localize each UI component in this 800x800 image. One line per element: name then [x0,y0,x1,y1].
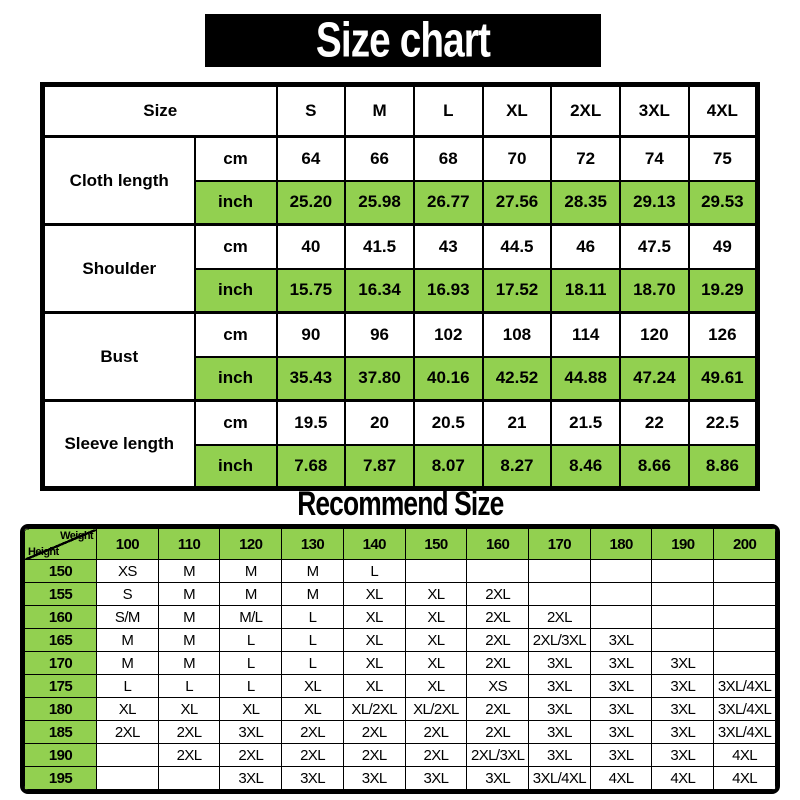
recommend-size-cell [590,583,652,606]
recommend-size-cell: XL [343,652,405,675]
recommend-size-cell: M [220,560,282,583]
recommend-size-cell: 3XL [652,652,714,675]
recommend-size-cell: 3XL/4XL [529,767,591,790]
recommend-size-cell: XL [343,629,405,652]
recommend-size-cell [97,767,159,790]
recommend-size-cell: 3XL [343,767,405,790]
recommend-size-cell: XL [405,629,467,652]
unit-inch-cell: inch [195,181,277,225]
recommend-size-cell [529,560,591,583]
recommend-size-cell: 2XL [467,583,529,606]
recommend-size-cell: M [158,652,220,675]
recommend-size-cell [714,606,776,629]
recommend-size-cell: XL [405,583,467,606]
inch-value-cell: 28.35 [551,181,620,225]
recommend-size-cell: M [158,606,220,629]
size-measurements-table [40,82,760,491]
cm-value-cell: 74 [620,137,689,181]
inch-value-cell: 8.86 [689,445,758,489]
inch-value-cell: 8.66 [620,445,689,489]
recommend-row [25,583,776,606]
inch-value-cell: 16.93 [414,269,483,313]
measure-label-cell: Shoulder [43,225,195,313]
recommend-size-cell: 3XL [652,698,714,721]
inch-value-cell: 16.34 [345,269,414,313]
height-label-cell: 170 [25,652,97,675]
recommend-size-cell: XL [343,606,405,629]
inch-value-cell: 37.80 [345,357,414,401]
recommend-size-cell: 3XL [467,767,529,790]
recommend-size-cell: 3XL [282,767,344,790]
recommend-size-cell: XL [405,675,467,698]
weight-header-cell: 130 [282,529,344,560]
recommend-size-cell: XL [97,698,159,721]
size-table-body [43,85,758,489]
recommend-size-cell: 2XL/3XL [467,744,529,767]
cm-value-cell: 102 [414,313,483,357]
cm-value-cell: 108 [483,313,552,357]
recommend-size-cell: 4XL [714,767,776,790]
recommend-size-cell: 3XL [529,675,591,698]
inch-value-cell: 19.29 [689,269,758,313]
recommend-size-cell: L [282,652,344,675]
recommend-row [25,721,776,744]
recommend-size-cell: 3XL [590,675,652,698]
size-chart-banner [205,14,601,67]
recommend-size-cell: L [282,629,344,652]
recommend-size-cell: 2XL [467,652,529,675]
recommend-size-cell: M [158,629,220,652]
recommend-size-cell: M [97,629,159,652]
cm-value-cell: 20.5 [414,401,483,445]
recommend-size-cell: 3XL [529,721,591,744]
recommend-size-cell: 3XL [652,744,714,767]
recommend-size-cell: 2XL [467,721,529,744]
unit-cm-cell: cm [195,225,277,269]
recommend-size-cell [467,560,529,583]
recommend-size-cell: 2XL [529,606,591,629]
cm-value-cell: 19.5 [277,401,346,445]
cm-value-cell: 75 [689,137,758,181]
inch-value-cell: 47.24 [620,357,689,401]
recommend-size-cell: XL [405,606,467,629]
inch-value-cell: 27.56 [483,181,552,225]
inch-value-cell: 15.75 [277,269,346,313]
cm-value-cell: 20 [345,401,414,445]
recommend-size-cell: 3XL [590,744,652,767]
unit-inch-cell: inch [195,269,277,313]
recommend-size-cell: 2XL [467,606,529,629]
recommend-size-cell: L [220,675,282,698]
recommend-size-cell [652,583,714,606]
weight-header-cell: 200 [714,529,776,560]
recommend-size-cell: 3XL [652,721,714,744]
recommend-size-cell: XL/2XL [405,698,467,721]
recommend-table-body [25,529,776,790]
recommend-row [25,675,776,698]
recommend-size-cell: L [282,606,344,629]
weight-height-corner-cell [25,529,97,560]
cm-value-cell: 68 [414,137,483,181]
recommend-size-cell: 3XL/4XL [714,675,776,698]
recommend-size-cell [652,606,714,629]
recommend-size-cell: XL [220,698,282,721]
recommend-size-cell [714,629,776,652]
cm-value-cell: 22.5 [689,401,758,445]
recommend-size-cell: XL [282,675,344,698]
recommend-size-cell: 3XL [529,652,591,675]
unit-inch-cell: inch [195,357,277,401]
recommend-size-cell: 2XL [282,744,344,767]
weight-header-cell: 140 [343,529,405,560]
corner-height-label: Height [28,546,59,558]
inch-value-cell: 35.43 [277,357,346,401]
height-label-cell: 160 [25,606,97,629]
recommend-size-cell: M [282,583,344,606]
recommend-row [25,698,776,721]
recommend-size-cell: 3XL [590,698,652,721]
recommend-size-cell [714,652,776,675]
recommend-size-cell: 3XL [405,767,467,790]
cm-value-cell: 22 [620,401,689,445]
weight-header-cell: 160 [467,529,529,560]
unit-cm-cell: cm [195,401,277,445]
inch-value-cell: 18.70 [620,269,689,313]
size-column-header: 3XL [620,85,689,137]
height-label-cell: 190 [25,744,97,767]
weight-header-cell: 180 [590,529,652,560]
recommend-size-cell [590,606,652,629]
size-column-header: XL [483,85,552,137]
inch-value-cell: 8.46 [551,445,620,489]
recommend-size-cell: 3XL [590,721,652,744]
recommend-size-cell: L [158,675,220,698]
recommend-size-heading: Recommend Size [296,484,504,523]
inch-value-cell: 44.88 [551,357,620,401]
cm-value-cell: 64 [277,137,346,181]
recommend-size-cell: 2XL [405,744,467,767]
measure-cm-row [43,401,758,445]
recommend-size-cell: S [97,583,159,606]
size-column-header: L [414,85,483,137]
recommend-size-cell: 3XL [590,629,652,652]
recommend-size-cell: M [282,560,344,583]
inch-value-cell: 8.27 [483,445,552,489]
weight-header-cell: 120 [220,529,282,560]
recommend-size-cell: L [97,675,159,698]
weight-header-cell: 100 [97,529,159,560]
recommend-size-cell: XL [343,675,405,698]
height-label-cell: 180 [25,698,97,721]
recommend-size-cell: 2XL [405,721,467,744]
recommend-size-cell: 4XL [590,767,652,790]
recommend-size-cell: 2XL [467,698,529,721]
size-column-header: 4XL [689,85,758,137]
recommend-size-cell: 3XL [220,721,282,744]
recommend-size-cell [652,560,714,583]
inch-value-cell: 29.53 [689,181,758,225]
recommend-size-cell: 3XL [590,652,652,675]
recommend-row [25,560,776,583]
recommend-size-cell: XL [282,698,344,721]
recommend-row [25,652,776,675]
recommend-size-cell: 2XL [220,744,282,767]
size-column-header: 2XL [551,85,620,137]
recommend-size-cell: 4XL [652,767,714,790]
cm-value-cell: 70 [483,137,552,181]
measure-label-cell: Cloth length [43,137,195,225]
height-label-cell: 185 [25,721,97,744]
recommend-size-cell: XL/2XL [343,698,405,721]
recommend-size-cell [529,583,591,606]
cm-value-cell: 21.5 [551,401,620,445]
recommend-size-cell: M [220,583,282,606]
recommend-size-cell [97,744,159,767]
unit-inch-cell: inch [195,445,277,489]
recommend-size-cell [405,560,467,583]
recommend-size-cell: M [97,652,159,675]
recommend-row [25,744,776,767]
recommend-size-cell: 3XL/4XL [714,721,776,744]
recommend-size-cell: 3XL [529,744,591,767]
weight-header-cell: 190 [652,529,714,560]
cm-value-cell: 126 [689,313,758,357]
recommend-size-cell: 2XL [343,744,405,767]
inch-value-cell: 7.68 [277,445,346,489]
recommend-size-cell: 2XL [158,721,220,744]
recommend-size-heading-wrap [0,484,800,523]
recommend-size-cell: 3XL [652,675,714,698]
recommend-size-cell: 3XL [529,698,591,721]
cm-value-cell: 90 [277,313,346,357]
height-label-cell: 165 [25,629,97,652]
unit-cm-cell: cm [195,137,277,181]
inch-value-cell: 29.13 [620,181,689,225]
recommend-size-cell [158,767,220,790]
recommend-size-cell: L [220,652,282,675]
cm-value-cell: 21 [483,401,552,445]
recommend-size-cell: XL [343,583,405,606]
inch-value-cell: 8.07 [414,445,483,489]
recommend-size-table-frame [20,524,780,794]
recommend-size-cell: M [158,560,220,583]
recommend-size-cell: 2XL/3XL [529,629,591,652]
height-label-cell: 175 [25,675,97,698]
cm-value-cell: 44.5 [483,225,552,269]
inch-value-cell: 7.87 [345,445,414,489]
inch-value-cell: 42.52 [483,357,552,401]
corner-weight-label: Weight [60,530,93,542]
recommend-size-cell: 3XL [220,767,282,790]
size-header-row [43,85,758,137]
recommend-size-cell [714,560,776,583]
recommend-row [25,629,776,652]
recommend-size-cell: 2XL [158,744,220,767]
inch-value-cell: 25.98 [345,181,414,225]
inch-value-cell: 49.61 [689,357,758,401]
recommend-size-cell: S/M [97,606,159,629]
size-column-header: M [345,85,414,137]
height-label-cell: 195 [25,767,97,790]
measure-cm-row [43,313,758,357]
cm-value-cell: 47.5 [620,225,689,269]
size-chart-title: Size chart [315,12,491,68]
weight-header-cell: 150 [405,529,467,560]
measure-cm-row [43,137,758,181]
recommend-row [25,767,776,790]
recommend-size-cell: L [220,629,282,652]
recommend-size-cell: 2XL [282,721,344,744]
cm-value-cell: 66 [345,137,414,181]
cm-value-cell: 41.5 [345,225,414,269]
recommend-size-cell [652,629,714,652]
unit-cm-cell: cm [195,313,277,357]
cm-value-cell: 72 [551,137,620,181]
recommend-size-cell: L [343,560,405,583]
recommend-size-table [24,528,776,790]
recommend-size-cell: 2XL [97,721,159,744]
inch-value-cell: 40.16 [414,357,483,401]
inch-value-cell: 17.52 [483,269,552,313]
recommend-size-cell: XL [405,652,467,675]
cm-value-cell: 96 [345,313,414,357]
cm-value-cell: 43 [414,225,483,269]
recommend-row [25,606,776,629]
recommend-size-cell: 2XL [467,629,529,652]
weight-header-cell: 110 [158,529,220,560]
recommend-size-cell: 3XL/4XL [714,698,776,721]
inch-value-cell: 18.11 [551,269,620,313]
recommend-size-cell: M/L [220,606,282,629]
inch-value-cell: 26.77 [414,181,483,225]
measure-label-cell: Bust [43,313,195,401]
recommend-size-cell: XL [158,698,220,721]
weight-header-cell: 170 [529,529,591,560]
inch-value-cell: 25.20 [277,181,346,225]
recommend-size-cell: M [158,583,220,606]
height-label-cell: 155 [25,583,97,606]
recommend-size-cell [714,583,776,606]
height-label-cell: 150 [25,560,97,583]
cm-value-cell: 120 [620,313,689,357]
measure-label-cell: Sleeve length [43,401,195,489]
recommend-header-row [25,529,776,560]
cm-value-cell: 114 [551,313,620,357]
recommend-size-cell: 2XL [343,721,405,744]
recommend-size-cell: XS [97,560,159,583]
cm-value-cell: 40 [277,225,346,269]
size-column-header: S [277,85,346,137]
recommend-size-cell: 4XL [714,744,776,767]
cm-value-cell: 49 [689,225,758,269]
size-corner-header: Size [43,85,277,137]
recommend-size-cell [590,560,652,583]
measure-cm-row [43,225,758,269]
recommend-size-cell: XS [467,675,529,698]
cm-value-cell: 46 [551,225,620,269]
